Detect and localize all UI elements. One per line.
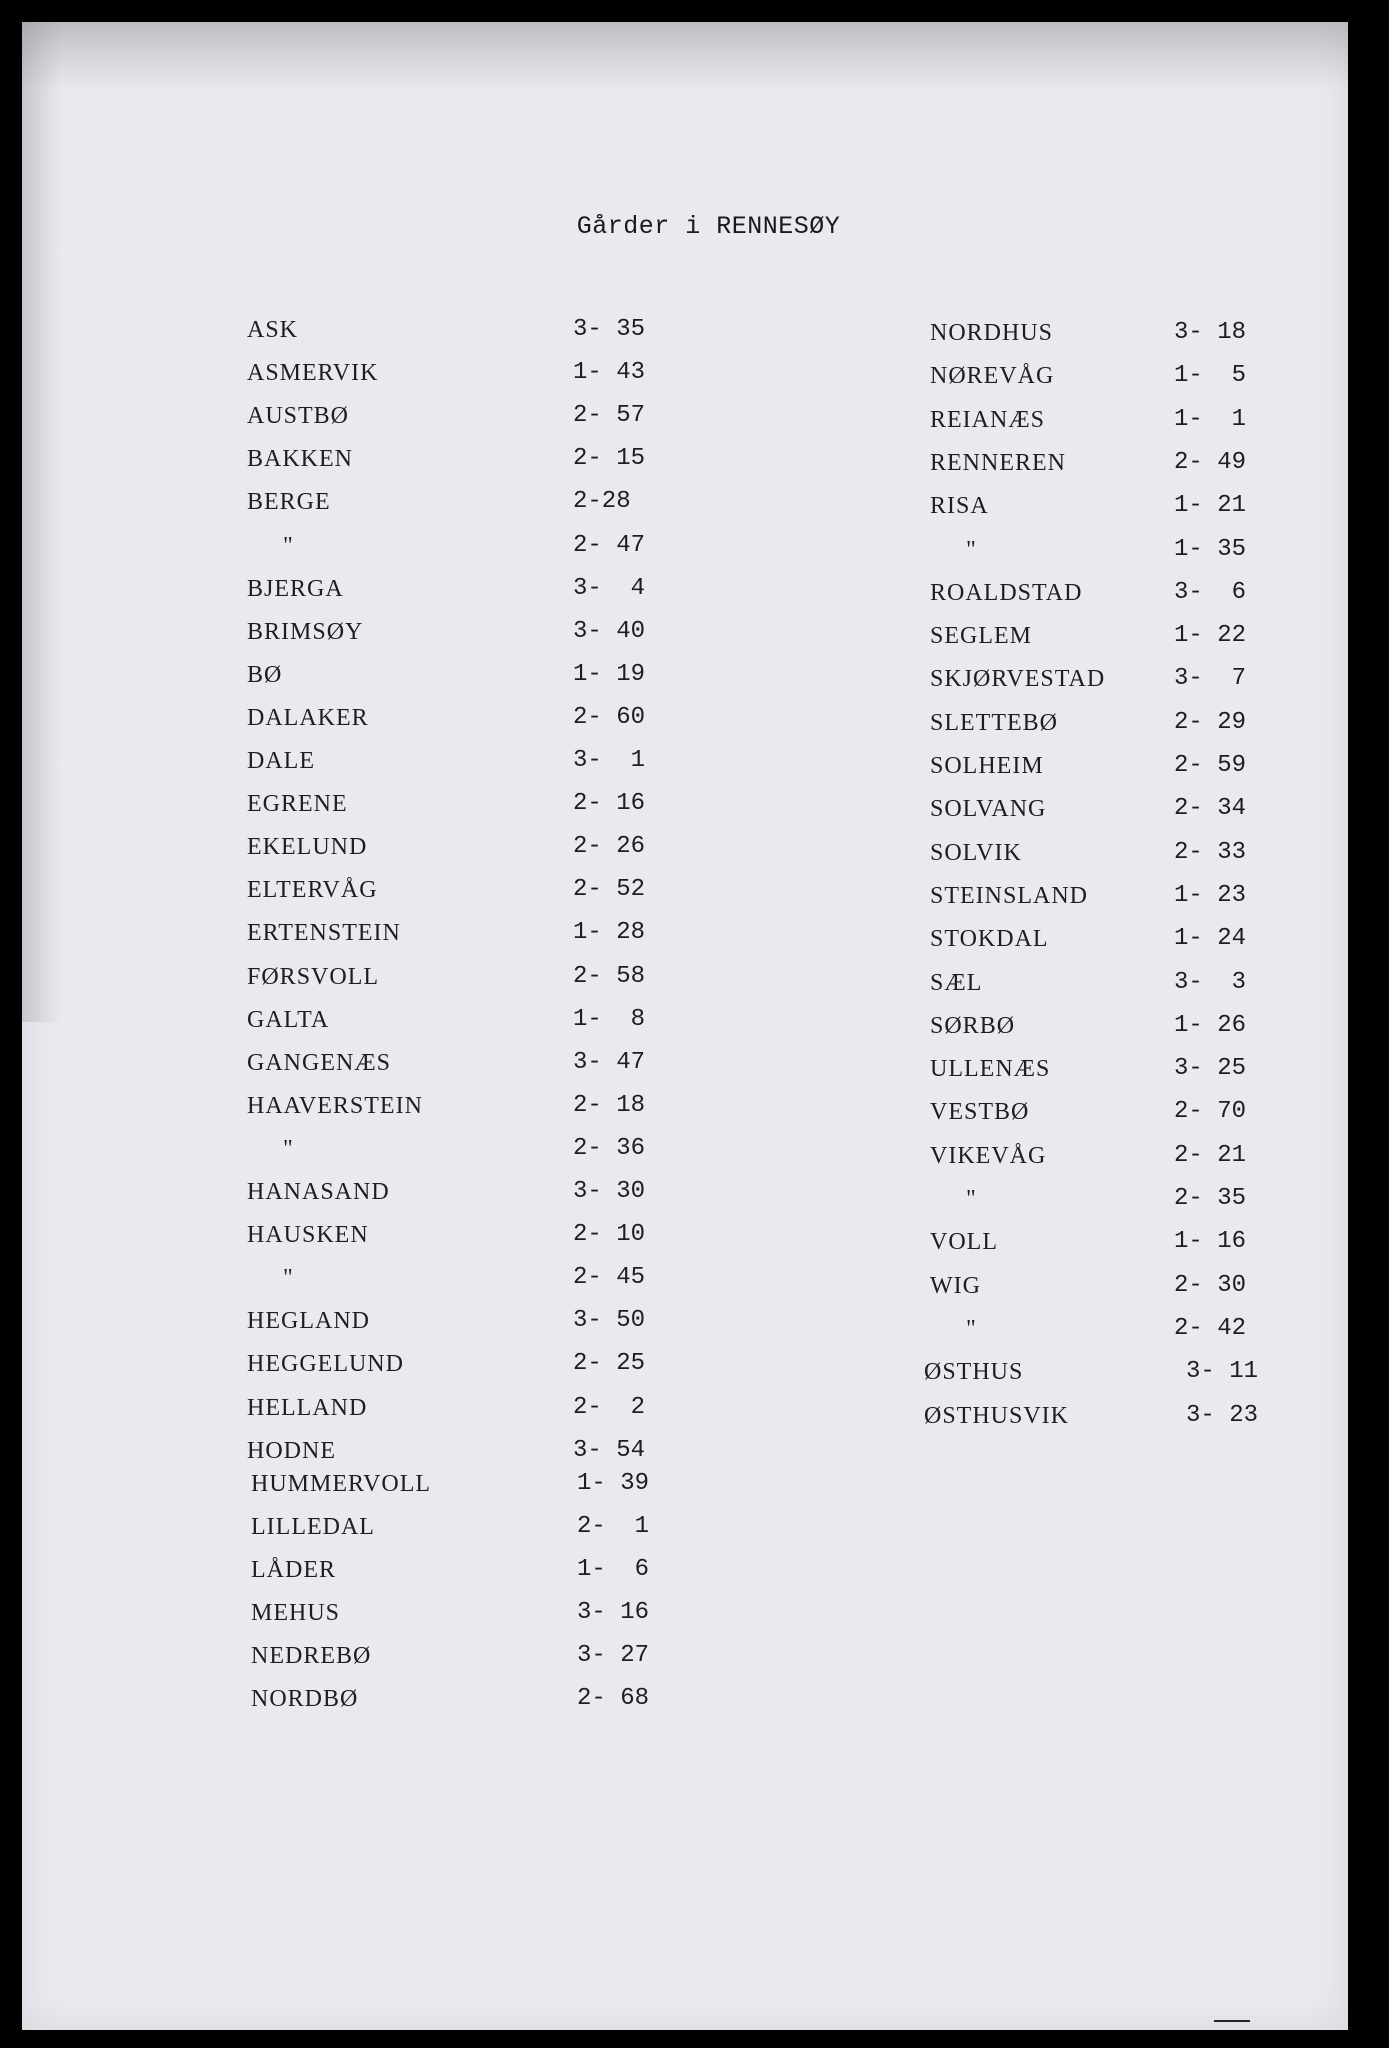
scan-shadow-top: [22, 22, 1348, 92]
farm-name: GANGENÆS: [247, 1049, 392, 1076]
farm-reference: 1- 28: [573, 919, 646, 947]
farm-row: [930, 967, 1294, 999]
farm-reference: 2- 1: [577, 1512, 650, 1540]
farm-name: ": [283, 532, 294, 559]
farm-reference: 1- 21: [1174, 492, 1247, 520]
farm-name: BØ: [247, 661, 283, 688]
farm-reference: 2- 2: [573, 1393, 646, 1421]
farm-name: ELTERVÅG: [247, 877, 378, 904]
farm-reference: 3- 11: [1186, 1358, 1259, 1386]
farm-name: BJERGA: [247, 575, 344, 602]
farm-name: HEGGELUND: [247, 1351, 404, 1378]
farm-name: SKJØRVESTAD: [930, 666, 1106, 693]
farm-row: [247, 1133, 693, 1165]
farm-row: [930, 1096, 1294, 1128]
farm-name: BRIMSØY: [247, 618, 364, 645]
farm-reference: 3- 47: [573, 1048, 646, 1076]
farm-reference: 2- 18: [573, 1091, 646, 1119]
farm-reference: 1- 26: [1174, 1011, 1247, 1039]
farm-row: [247, 530, 693, 562]
farm-name: BERGE: [247, 489, 331, 516]
farm-row: [930, 404, 1294, 436]
farm-reference: 3- 23: [1186, 1401, 1259, 1429]
farm-row: [930, 1053, 1294, 1085]
farm-reference: 2-28: [573, 488, 631, 516]
farm-reference: 2- 26: [573, 833, 646, 861]
farm-row: [930, 1010, 1294, 1042]
farm-reference: 3- 7: [1174, 665, 1247, 693]
farm-row: [247, 831, 693, 863]
farm-row: [247, 702, 693, 734]
farm-name: HELLAND: [247, 1394, 368, 1421]
farm-row: [247, 400, 693, 432]
farm-row: [247, 357, 693, 389]
farm-name: STEINSLAND: [930, 882, 1088, 909]
farm-reference: 3- 30: [573, 1178, 646, 1205]
farm-row: [930, 577, 1294, 609]
farm-name: ASK: [247, 317, 299, 343]
farm-reference: 2- 33: [1174, 838, 1247, 866]
farm-row: [924, 1400, 1288, 1432]
farm-name: SLETTEBØ: [930, 709, 1058, 736]
farm-reference: 2- 45: [573, 1264, 646, 1292]
farm-name: AUSTBØ: [247, 403, 350, 430]
farm-name: SÆL: [930, 969, 983, 996]
farm-reference: 3- 3: [1174, 968, 1247, 996]
farm-row: [930, 880, 1294, 912]
farm-reference: 2- 47: [573, 531, 646, 559]
farm-reference: 2- 25: [573, 1350, 646, 1378]
farm-name: SEGLEM: [930, 623, 1032, 650]
farm-row: [247, 1435, 693, 1467]
farm-name: WIG: [930, 1272, 981, 1299]
farm-name: BAKKEN: [247, 446, 353, 473]
farm-name: FØRSVOLL: [247, 963, 380, 990]
farm-reference: 2- 35: [1174, 1185, 1247, 1212]
farm-row: [930, 447, 1294, 479]
farm-reference: 2- 49: [1174, 448, 1247, 476]
farm-reference: 1- 6: [577, 1555, 650, 1583]
farm-name: DALE: [247, 748, 315, 774]
farm-row: [930, 663, 1294, 695]
farm-row: [930, 750, 1294, 782]
farm-reference: 3- 6: [1174, 578, 1247, 606]
farm-reference: 2- 36: [573, 1134, 646, 1162]
farm-row: [930, 360, 1294, 392]
farm-name: RISA: [930, 493, 989, 520]
farm-name: NEDREBØ: [251, 1643, 372, 1670]
farm-reference: 3- 40: [573, 617, 646, 645]
farm-name: MEHUS: [251, 1600, 341, 1626]
farm-reference: 3- 54: [573, 1436, 646, 1464]
farm-reference: 2- 52: [573, 876, 646, 904]
farm-row: [930, 1270, 1294, 1302]
farm-reference: 2- 30: [1174, 1271, 1247, 1299]
farm-row: [251, 1640, 697, 1672]
farm-row: [247, 1305, 693, 1337]
farm-row: [247, 874, 693, 906]
farm-name: EGRENE: [247, 791, 348, 818]
farm-name: ULLENÆS: [930, 1056, 1051, 1083]
farm-row: [247, 1176, 693, 1208]
farm-row: [930, 707, 1294, 739]
farm-reference: 2- 60: [573, 703, 646, 731]
farm-row: [924, 1356, 1288, 1388]
farm-row: [930, 620, 1294, 652]
farm-name: VOLL: [930, 1229, 998, 1256]
farm-row: [247, 961, 693, 993]
farm-name: SOLVANG: [930, 796, 1047, 823]
farm-row: [251, 1468, 697, 1500]
farm-name: LÅDER: [251, 1556, 336, 1583]
farm-row: [251, 1683, 697, 1715]
farm-name: NØREVÅG: [930, 363, 1055, 390]
farm-row: [247, 659, 693, 691]
farm-row: [930, 1183, 1294, 1215]
farm-name: LILLEDAL: [251, 1513, 375, 1540]
farm-row: [930, 923, 1294, 955]
farm-reference: 3- 35: [573, 316, 646, 343]
farm-reference: 1- 22: [1174, 622, 1247, 650]
farm-reference: 3- 4: [573, 574, 646, 602]
farm-row: [251, 1554, 697, 1586]
farm-name: ASMERVIK: [247, 360, 379, 387]
farm-name: ØSTHUSVIK: [924, 1402, 1070, 1429]
farm-reference: 2- 16: [573, 790, 646, 818]
farm-reference: 2- 21: [1174, 1141, 1247, 1169]
page-title-text: Gårder i RENNESØY: [576, 212, 841, 241]
farm-row: [247, 917, 693, 949]
farm-name: ØSTHUS: [924, 1359, 1024, 1386]
farm-row: [247, 788, 693, 820]
farm-row: [930, 837, 1294, 869]
farm-reference: 3- 25: [1174, 1055, 1247, 1083]
farm-row: [930, 1226, 1294, 1258]
farm-name: ": [283, 1135, 294, 1162]
scan-shadow-left: [22, 22, 62, 1022]
farm-reference: 2- 34: [1174, 795, 1247, 823]
farm-reference: 1- 8: [573, 1005, 646, 1033]
farm-name: HAAVERSTEIN: [247, 1092, 423, 1119]
page-title: [0, 212, 1389, 241]
farm-name: SOLVIK: [930, 839, 1022, 866]
farm-reference: 2- 70: [1174, 1098, 1247, 1126]
farm-reference: 1- 19: [573, 660, 646, 688]
farm-row: [247, 1004, 693, 1036]
farm-row: [247, 1262, 693, 1294]
farm-reference: 1- 1: [1174, 405, 1247, 433]
corner-pen-mark: [1214, 2020, 1250, 2022]
farm-reference: 1- 43: [573, 359, 646, 387]
farm-row: [247, 1392, 693, 1424]
farm-reference: 1- 24: [1174, 925, 1247, 953]
farm-reference: 3- 27: [577, 1642, 650, 1670]
farm-reference: 2- 68: [577, 1685, 650, 1713]
farm-row: [930, 534, 1294, 566]
farm-name: HUMMERVOLL: [251, 1470, 432, 1497]
farm-reference: 3- 1: [573, 747, 646, 774]
farm-name: HODNE: [247, 1437, 336, 1464]
farm-row: [247, 745, 693, 777]
farm-name: RENNEREN: [930, 449, 1066, 476]
farm-reference: 2- 58: [573, 962, 646, 990]
farm-reference: 1- 23: [1174, 881, 1247, 909]
farm-row: [247, 486, 693, 518]
farm-reference: 2- 57: [573, 402, 646, 430]
farm-reference: 2- 10: [573, 1221, 646, 1249]
farm-name: HANASAND: [247, 1179, 390, 1205]
farm-row: [247, 1348, 693, 1380]
farm-row: [251, 1597, 697, 1629]
farm-row: [247, 443, 693, 475]
farm-name: GALTA: [247, 1006, 330, 1033]
farm-name: NORDBØ: [251, 1686, 359, 1713]
farm-name: ERTENSTEIN: [247, 920, 401, 947]
farm-name: ROALDSTAD: [930, 579, 1083, 606]
farm-name: NORDHUS: [930, 320, 1054, 346]
farm-row: [930, 793, 1294, 825]
farm-name: HEGLAND: [247, 1308, 370, 1335]
farm-name: ": [966, 1315, 977, 1342]
farm-row: [247, 1047, 693, 1079]
farm-reference: 3- 18: [1174, 319, 1247, 346]
farm-row: [930, 490, 1294, 522]
farm-name: ": [966, 536, 977, 563]
farm-reference: 2- 15: [573, 445, 646, 473]
farm-row: [251, 1511, 697, 1543]
farm-reference: 1- 5: [1174, 362, 1247, 390]
farm-name: ": [283, 1265, 294, 1292]
farm-reference: 1- 16: [1174, 1228, 1247, 1256]
farm-name: DALAKER: [247, 704, 369, 731]
farm-reference: 3- 50: [573, 1307, 646, 1335]
farm-reference: 2- 42: [1174, 1314, 1247, 1342]
farm-row: [930, 1140, 1294, 1172]
farm-row: [247, 616, 693, 648]
farm-row: [247, 1090, 693, 1122]
farm-name: ": [966, 1186, 977, 1212]
farm-name: EKELUND: [247, 834, 368, 861]
farm-row: [247, 1219, 693, 1251]
farm-name: HAUSKEN: [247, 1222, 369, 1249]
farm-row: [247, 573, 693, 605]
farm-reference: 1- 39: [577, 1469, 650, 1497]
farm-name: VIKEVÅG: [930, 1142, 1047, 1169]
farm-name: SOLHEIM: [930, 753, 1044, 779]
farm-reference: 3- 16: [577, 1599, 650, 1626]
farm-name: STOKDAL: [930, 926, 1049, 953]
farm-name: VESTBØ: [930, 1099, 1030, 1126]
farm-name: SØRBØ: [930, 1012, 1016, 1039]
farm-row: [930, 317, 1294, 349]
farm-reference: 1- 35: [1174, 535, 1247, 563]
farm-reference: 2- 59: [1174, 752, 1247, 779]
farm-row: [247, 314, 693, 346]
farm-reference: 2- 29: [1174, 708, 1247, 736]
farm-row: [930, 1313, 1294, 1345]
farm-name: REIANÆS: [930, 406, 1046, 433]
